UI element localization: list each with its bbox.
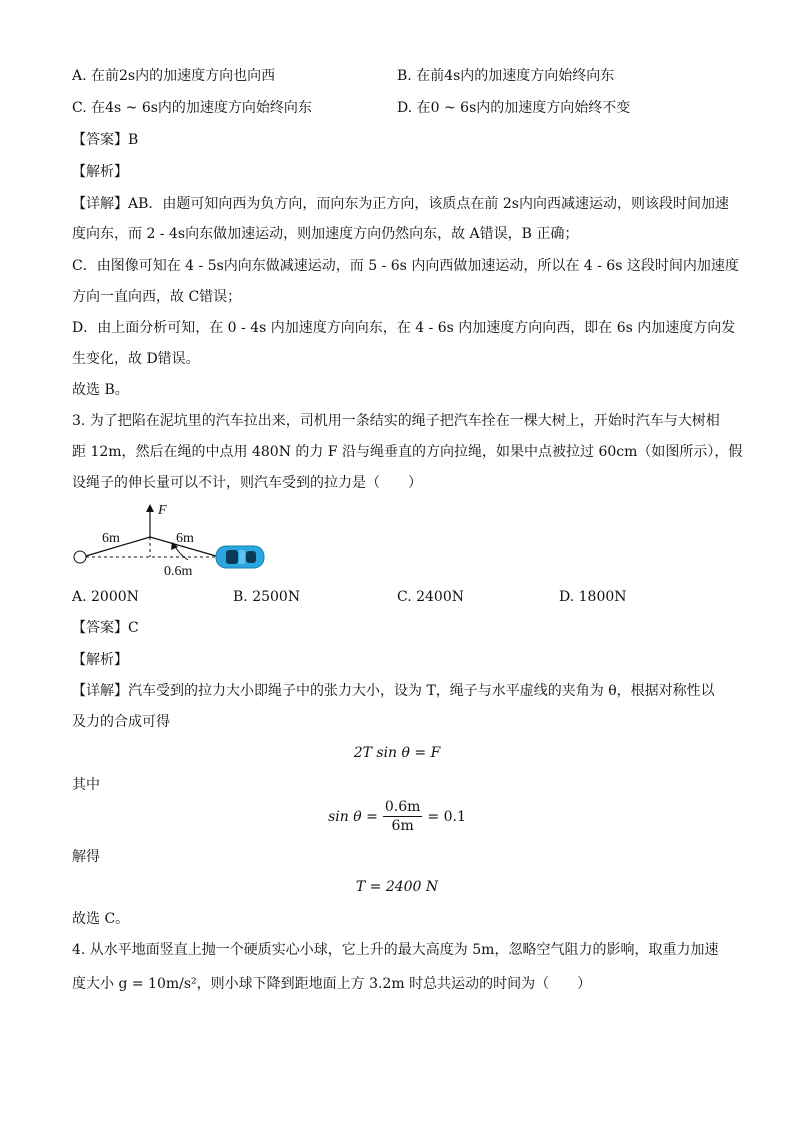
- word-qizhong: 其中: [72, 777, 100, 793]
- equation-sine: [0, 798, 794, 835]
- car-icon: [216, 546, 264, 568]
- q2-option-d: D. 在0 ~ 6s内的加速度方向始终不变: [397, 100, 631, 116]
- q2-option-a: A. 在前2s内的加速度方向也向西: [72, 68, 276, 84]
- q2-option-b: B. 在前4s内的加速度方向始终向东: [397, 68, 615, 84]
- q3-stem-line: 设绳子的伸长量可以不计，则汽车受到的拉力是（ ）: [72, 475, 422, 491]
- q3-stem-line: 3. 为了把陷在泥坑里的汽车拉出来，司机用一条结实的绳子把汽车拴在一棵大树上，开始时汽车与大树相: [72, 413, 720, 429]
- tree-icon: [74, 551, 86, 563]
- q2-detail-line: D．由上面分析可知，在 0 - 4s 内加速度方向向东，在 4 - 6s 内加速度方向向西，即在 6s 内加速度方向发: [72, 320, 736, 336]
- q3-conclusion: 故选 C。: [72, 911, 130, 927]
- q2-detail-line: 生变化，故 D错误。: [72, 351, 200, 367]
- q2-detail-line: 【详解】AB．由题可知向西为负方向，而向东为正方向，该质点在前 2s内向西减速运动，则该段时间加速: [72, 196, 729, 212]
- label-offset: 0.6m: [164, 564, 193, 579]
- q2-conclusion: 故选 B。: [72, 382, 129, 398]
- rope-diagram-svg: [68, 500, 278, 580]
- q3-detail-line: 【详解】汽车受到的拉力大小即绳子中的张力大小，设为 T，绳子与水平虚线的夹角为 θ，根据对称性以: [72, 683, 715, 699]
- q3-option-a: A. 2000N: [72, 589, 139, 605]
- force-arrowhead: [146, 504, 154, 512]
- eq2-lhs: sin θ =: [328, 808, 378, 825]
- q2-detail-line: 方向一直向西，故 C错误；: [72, 289, 242, 305]
- word-jiede: 解得: [72, 849, 100, 865]
- q2-detail-line: 度向东，而 2 - 4s向东做加速运动，则加速度方向仍然向东，故 A错误，B 正确；: [72, 226, 579, 242]
- q2-detail-line: C．由图像可知在 4 - 5s内向东做减速运动，而 5 - 6s 内向西做加速运动，所以在 4 - 6s 这段时间内加速度: [72, 258, 739, 274]
- q3-answer: 【答案】C: [72, 620, 139, 636]
- q2-answer: 【答案】B: [72, 132, 139, 148]
- label-right-length: 6m: [176, 531, 194, 546]
- eq2-denominator: 6m: [391, 818, 414, 834]
- q4-stem-line: 4. 从水平地面竖直上抛一个硬质实心小球，它上升的最大高度为 5m，忽略空气阻力的影响，取重力加速: [72, 942, 719, 958]
- eq3-text: T = 2400 N: [355, 879, 439, 895]
- q3-analysis-label: 【解析】: [72, 652, 128, 668]
- equation-1-text: 2T sin θ = F: [353, 745, 441, 761]
- q3-stem-line: 距 12m，然后在绳的中点用 480N 的力 F 沿与绳垂直的方向拉绳，如果中点被拉过 60cm（如图所示），假: [72, 444, 743, 460]
- q2-analysis-label: 【解析】: [72, 164, 128, 180]
- eq2-numerator: 0.6m: [384, 799, 421, 815]
- equation-result: [0, 877, 794, 897]
- equation-force-balance: [0, 743, 794, 763]
- q3-option-d: D. 1800N: [559, 589, 627, 605]
- rope-car-diagram: [68, 500, 278, 584]
- label-left-length: 6m: [102, 531, 120, 546]
- label-force: F: [158, 503, 167, 518]
- eq2-rhs: = 0.1: [427, 808, 466, 825]
- q4-stem-line: 度大小 g = 10m/s²，则小球下降到距地面上方 3.2m 时总共运动的时间为（ ）: [72, 976, 592, 992]
- q3-detail-line: 及力的合成可得: [72, 714, 170, 730]
- q3-option-c: C. 2400N: [397, 589, 464, 605]
- eq2-fraction: [383, 798, 423, 835]
- q3-option-b: B. 2500N: [233, 589, 301, 605]
- q2-option-c: C. 在4s ~ 6s内的加速度方向始终向东: [72, 100, 312, 116]
